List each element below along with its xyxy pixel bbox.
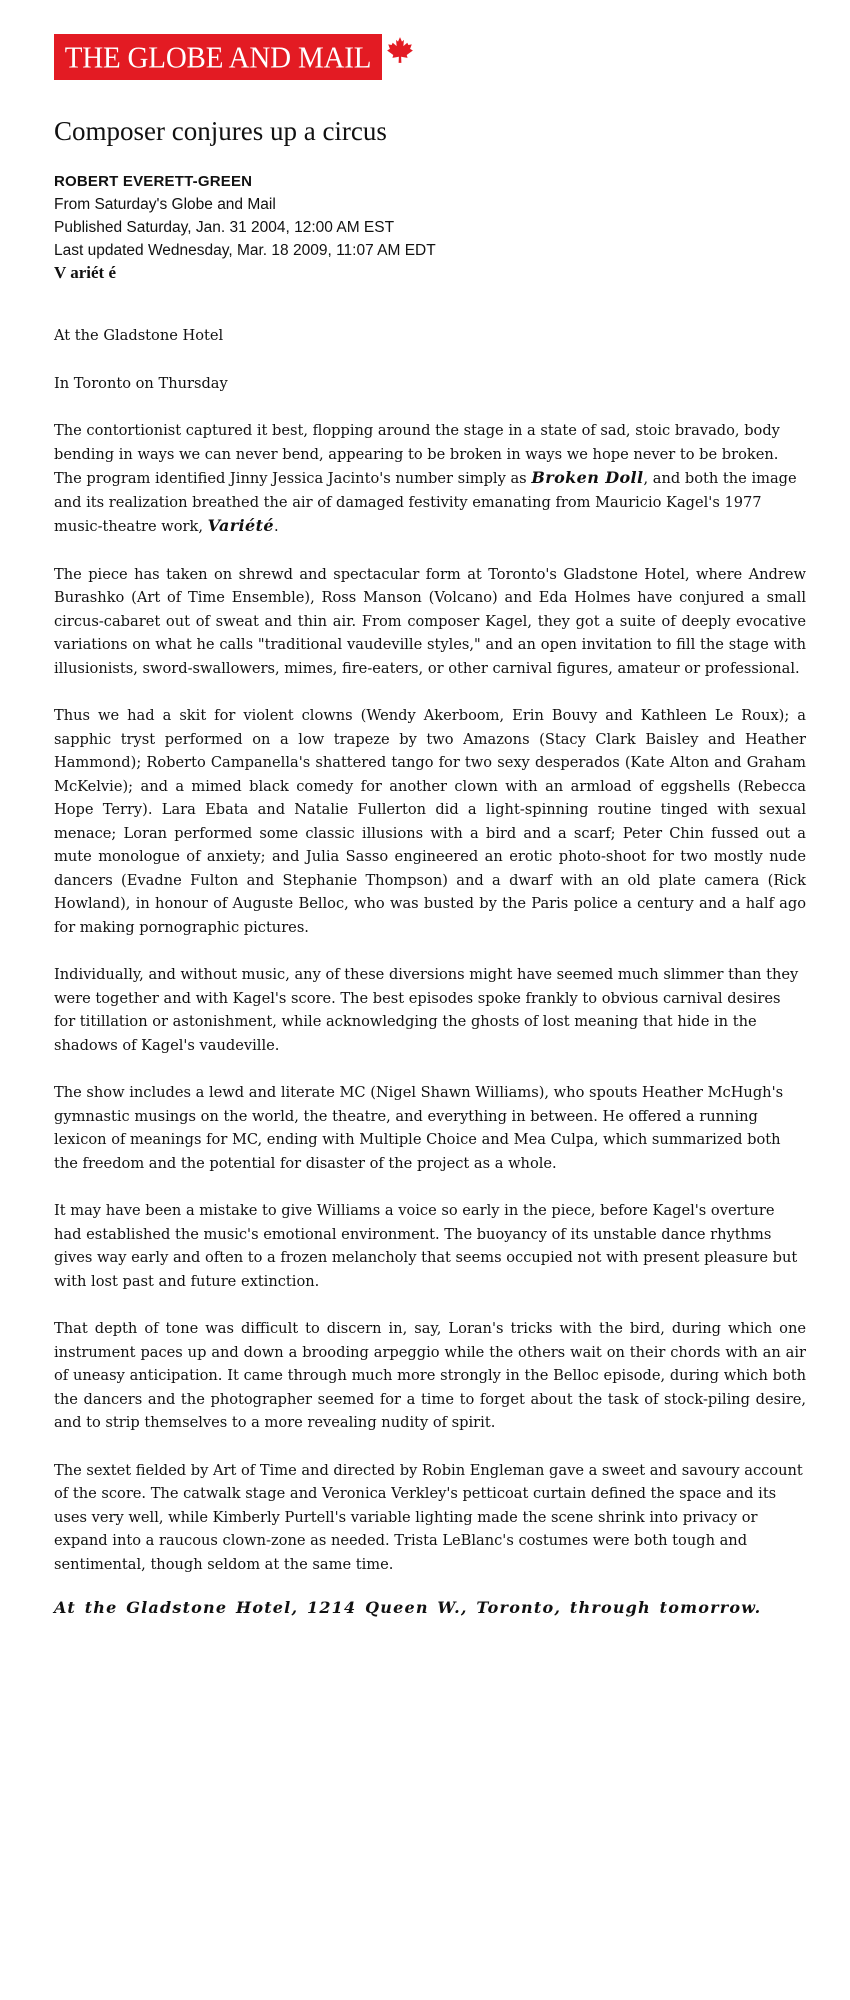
article-page: [54, 34, 806, 1617]
paragraph-8: The sextet fielded by Art of Time and directed by Robin Engleman gave a sweet and savoury account of the score. The catwalk stage and Veronica Verkley's petticoat curtain defined the space and its uses very well, while Kimberly Purtell's variable lighting made the scene shrink into privacy or expand into a raucous clown-zone as needed. Trista LeBlanc's costumes were both tough and sentimental, though seldom at the same time.: [54, 1461, 803, 1573]
logo-text: THE GLOBE AND MAIL: [64, 40, 372, 75]
masthead: [54, 34, 806, 80]
city-line: In Toronto on Thursday: [54, 374, 228, 392]
paragraph-1-text-a: The contortionist captured it best, flopping around the stage in a state of sad, stoic bravado, body bending in ways we can never bend, appearing to be broken in ways we hope never to be broken. The program identified Jinny Jessica Jacinto's number simply as: [54, 422, 780, 487]
byline: [54, 170, 806, 262]
maple-leaf-icon: [386, 36, 414, 64]
section-kicker: V ariét é: [54, 263, 116, 282]
article-body: [54, 324, 806, 1576]
logo[interactable]: [54, 34, 382, 80]
author-name: ROBERT EVERETT-GREEN: [54, 173, 253, 190]
source-line: From Saturday's Globe and Mail: [54, 196, 276, 213]
paragraph-1-text-c: .: [273, 518, 279, 535]
updated-date: Last updated Wednesday, Mar. 18 2009, 11:07 AM EDT: [54, 242, 436, 259]
paragraph-1-text-b: , and both the image and its realization breathed the air of damaged festivity emanating from Mauricio Kagel's 1977 music-theatre work,: [54, 470, 797, 535]
paragraph-3: Thus we had a skit for violent clowns (Wendy Akerboom, Erin Bouvy and Kathleen Le Roux); a sapphic tryst performed on a low trapeze by two Amazons (Stacy Clark Baisley and Heather Hammond); Roberto Campanella's shattered tango for two sexy desperados (Kate Alton and Graham McKelvie); and a mimed black comedy for another clown with an armload of eggshells (Rebecca Hope Terry). Lara Ebata and Natalie Fullerton did a light-spinning routine tinged with sexual menace; Loran performed some classic illusions with a bird and a scarf; Peter Chin fussed out a mute monologue of anxiety; and Julia Sasso engineered an erotic photo-shoot for two mostly nude dancers (Evadne Fulton and Stephanie Thompson) and a dwarf with an old plate camera (Rick Howland), in honour of Auguste Belloc, who was busted by the Paris police a century and a half ago for making pornographic pictures.: [54, 707, 806, 936]
paragraph-1: [54, 419, 806, 539]
published-date: Published Saturday, Jan. 31 2004, 12:00 AM EST: [54, 219, 395, 236]
paragraph-7: That depth of tone was difficult to discern in, say, Loran's tricks with the bird, during which one instrument paces up and down a brooding arpeggio while the others wait on their chords with an air of uneasy anticipation. It came through much more strongly in the Belloc episode, during which both the dancers and the photographer seemed for a time to forget about the task of stock-piling desire, and to strip themselves to a more revealing nudity of spirit.: [54, 1320, 806, 1431]
paragraph-4: Individually, and without music, any of these diversions might have seemed much slimmer than they were together and with Kagel's score. The best episodes spoke frankly to obvious carnival desires for titillation or astonishment, while acknowledging the ghosts of lost meaning that hide in the shadows of Kagel's vaudeville.: [54, 966, 799, 1054]
work-title-variete: Variété: [207, 516, 274, 535]
venue-line: At the Gladstone Hotel: [54, 327, 224, 344]
paragraph-2: The piece has taken on shrewd and spectacular form at Toronto's Gladstone Hotel, where Andrew Burashko (Art of Time Ensemble), Ross Manson (Volcano) and Eda Holmes have conjured a small circus-cabaret out of sweat and thin air. From composer Kagel, they got a suite of deeply evocative variations on what he calls "traditional vaudeville styles," and an open invitation to fill the stage with illusionists, sword-swallowers, mimes, fire-eaters, or other carnival figures, amateur or professional.: [54, 565, 806, 677]
work-title-broken-doll: Broken Doll: [531, 468, 644, 487]
paragraph-5: The show includes a lewd and literate MC (Nigel Shawn Williams), who spouts Heather McHugh's gymnastic musings on the world, the theatre, and everything in between. He offered a running lexicon of meanings for MC, ending with Multiple Choice and Mea Culpa, which summarized both the freedom and the potential for disaster of the project as a whole.: [54, 1084, 784, 1172]
headline: Composer conjures up a circus: [54, 116, 387, 146]
paragraph-6: It may have been a mistake to give Williams a voice so early in the piece, before Kagel's overture had established the music's emotional environment. The buoyancy of its unstable dance rhythms gives way early and often to a frozen melancholy that seems occupied not with present pleasure but with lost past and future extinction.: [54, 1202, 798, 1290]
closing-line: At the Gladstone Hotel, 1214 Queen W., Toronto, through tomorrow.: [54, 1598, 762, 1617]
